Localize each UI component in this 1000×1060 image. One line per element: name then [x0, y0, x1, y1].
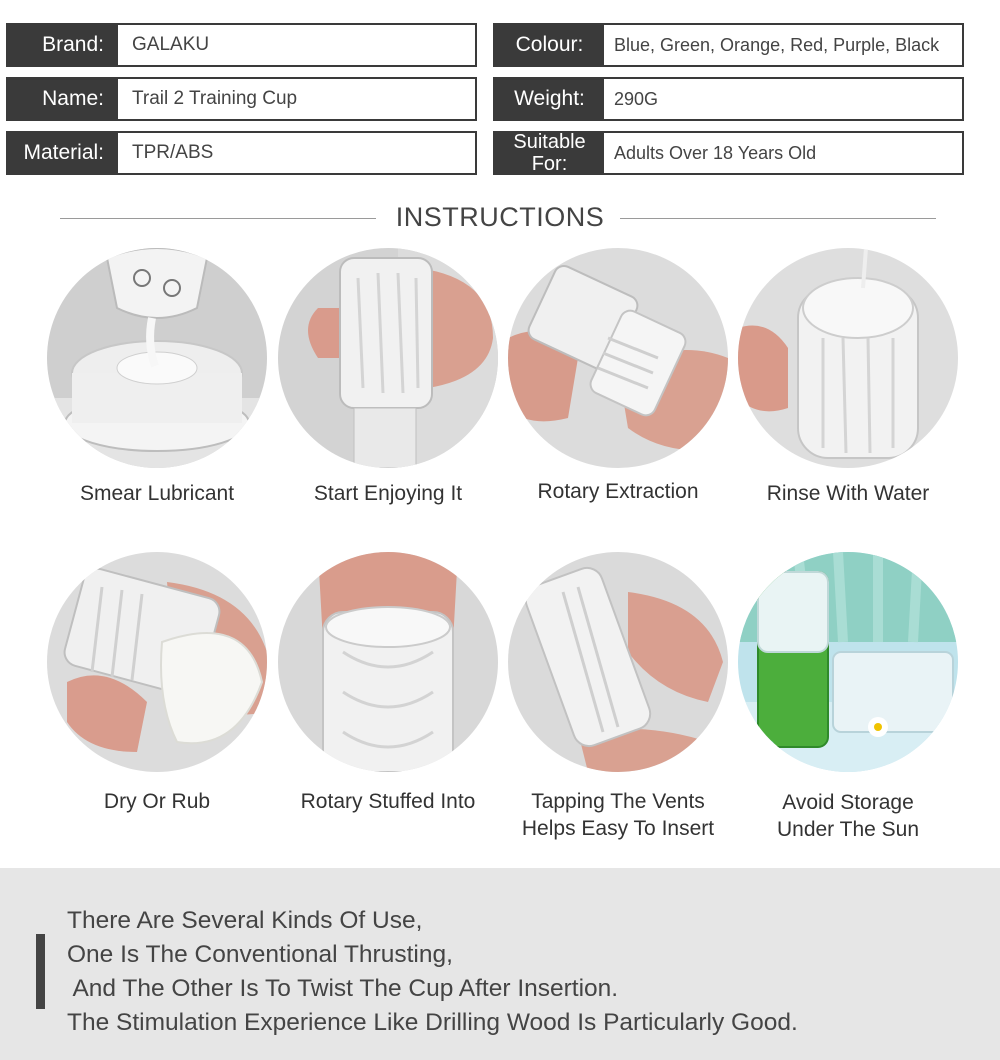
- step-image-smear-lubricant: [47, 248, 267, 468]
- spec-label-weight: Weight:: [495, 79, 604, 119]
- step-image-avoid-storage: [738, 552, 958, 772]
- step-image-rotary-stuffed: [278, 552, 498, 772]
- spec-row-weight: [493, 77, 964, 121]
- step-caption-start-enjoying: Start Enjoying It: [313, 482, 463, 505]
- spec-label-name: Name:: [8, 79, 118, 119]
- spec-row-brand: [6, 23, 477, 67]
- spec-label-suitable-line1: Suitable: [513, 131, 586, 153]
- heading-rule-left: [60, 218, 376, 219]
- step-caption-avoid-storage-line1: Avoid Storage: [782, 791, 914, 814]
- step-caption-avoid-storage-line2: Under The Sun: [776, 818, 920, 841]
- spec-label-suitable-line2: For:: [531, 153, 568, 175]
- spec-row-name: [6, 77, 477, 121]
- step-caption-dry-rub: Dry Or Rub: [103, 790, 211, 813]
- spec-value-material: TPR/ABS: [132, 142, 214, 163]
- step-caption-tapping-vents-line2: Helps Easy To Insert: [521, 817, 715, 840]
- step-caption-rotary-extraction: Rotary Extraction: [537, 480, 699, 503]
- spec-label-material: Material:: [8, 133, 118, 173]
- spec-value-colour: Blue, Green, Orange, Red, Purple, Black: [614, 34, 940, 55]
- spec-label-brand: Brand:: [8, 25, 118, 65]
- usage-note-line-2: One Is The Conventional Thrusting,: [67, 941, 453, 968]
- usage-note-line-1: There Are Several Kinds Of Use,: [67, 907, 423, 934]
- spec-value-suitable: Adults Over 18 Years Old: [614, 142, 817, 163]
- spec-row-colour: [493, 23, 964, 67]
- heading-rule-right: [620, 218, 936, 219]
- step-caption-smear-lubricant: Smear Lubricant: [79, 482, 235, 505]
- step-caption-tapping-vents-line1: Tapping The Vents: [531, 790, 705, 813]
- usage-note-accent-bar: [36, 934, 45, 1009]
- step-caption-tapping-vents: [498, 788, 738, 842]
- step-caption-rotary-stuffed: Rotary Stuffed Into: [300, 790, 476, 813]
- step-image-dry-rub: [47, 552, 267, 772]
- step-image-rotary-extraction: [508, 248, 728, 468]
- instructions-title: INSTRUCTIONS: [395, 202, 605, 232]
- step-image-tapping-vents: [508, 552, 728, 772]
- spec-value-brand: GALAKU: [132, 34, 210, 55]
- usage-note-text: [67, 904, 798, 1040]
- step-image-start-enjoying: [278, 248, 498, 468]
- step-caption-avoid-storage: [728, 789, 968, 843]
- step-caption-rinse-water: Rinse With Water: [766, 482, 930, 505]
- spec-row-suitable: [493, 131, 964, 175]
- step-image-rinse-water: [738, 248, 958, 468]
- spec-value-name: Trail 2 Training Cup: [132, 88, 298, 109]
- spec-value-weight: 290G: [614, 88, 659, 109]
- spec-row-material: [6, 131, 477, 175]
- usage-note-line-4: The Stimulation Experience Like Drilling Wood Is Particularly Good.: [67, 1009, 798, 1036]
- usage-note-line-3: And The Other Is To Twist The Cup After Insertion.: [67, 975, 619, 1002]
- usage-note-panel: [0, 868, 1000, 1060]
- spec-label-suitable: [495, 133, 604, 173]
- spec-label-colour: Colour:: [495, 25, 604, 65]
